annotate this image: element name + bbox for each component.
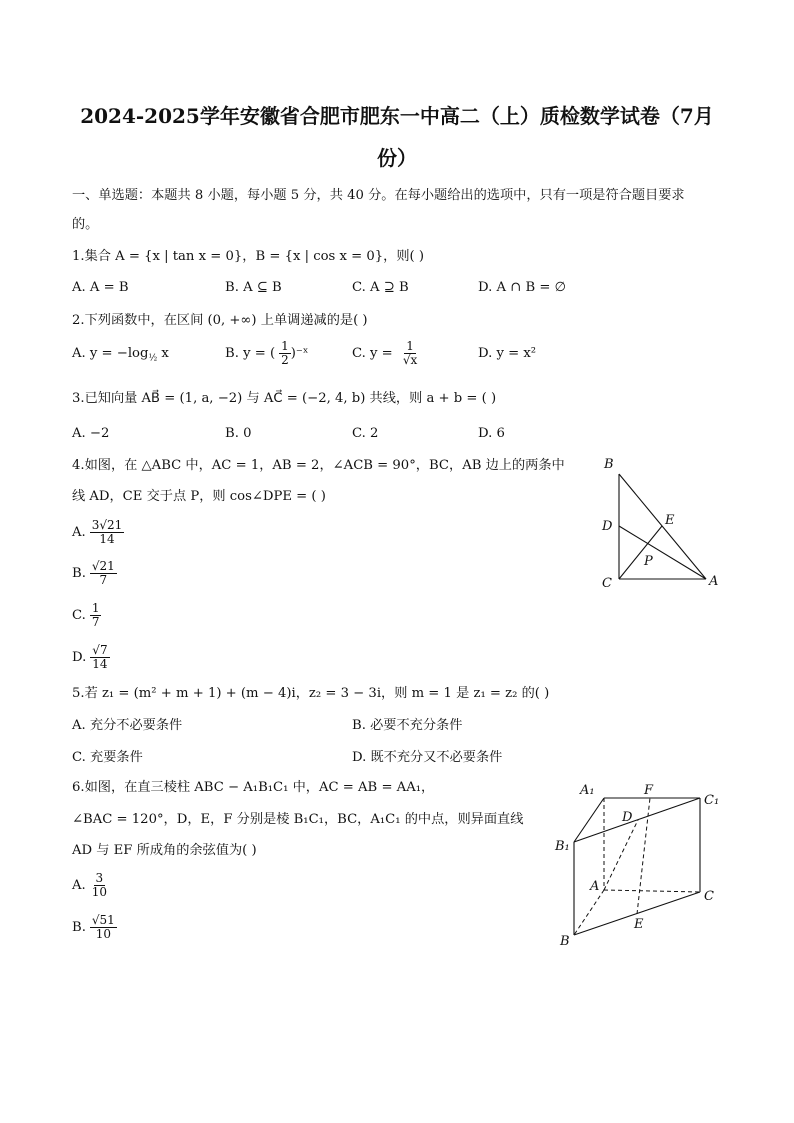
section-heading-line1: 一、单选题：本题共 8 小题，每小题 5 分，共 40 分。在每小题给出的选项中，只有一项是符合题目要求	[72, 188, 685, 203]
q3-option-c: C. 2	[352, 426, 379, 441]
q4-option-c-denominator: 7	[91, 615, 100, 629]
q2-option-a-text: A. y = −log	[72, 346, 149, 361]
q2-option-b	[225, 338, 308, 370]
q6-prism-figure	[550, 780, 726, 950]
q3-option-d: D. 6	[478, 426, 505, 441]
q3-stem: 3.已知向量 AB⃗ = (1, a, −2) 与 AC⃗ = (−2, 4, b) 共线，则 a + b = ( )	[72, 391, 497, 406]
q6-stem-line3: AD 与 EF 所成角的余弦值为( )	[72, 843, 257, 858]
q4-option-b	[72, 557, 117, 591]
q5-option-d: D. 既不充分又不必要条件	[352, 750, 503, 765]
q6-prism-svg	[550, 780, 726, 950]
q2-option-c-numerator: 1	[406, 339, 414, 353]
q6-segment-ef	[637, 798, 650, 914]
q6-label-f: F	[644, 783, 654, 798]
q2-option-b-numerator: 1	[281, 339, 289, 353]
q4-option-b-numerator: √21	[91, 559, 115, 573]
q6-label-c: C	[704, 889, 714, 904]
q5-option-a: A. 充分不必要条件	[72, 718, 183, 733]
q2-option-d: D. y = x²	[478, 346, 537, 361]
q4-option-c-label: C.	[72, 608, 86, 623]
q4-option-a-numerator: 3√21	[91, 518, 123, 532]
q6-edge-a1b1	[574, 798, 604, 842]
q2-option-b-denominator: 2	[281, 353, 289, 367]
q1-option-c: C. A ⊇ B	[352, 280, 409, 295]
q4-option-b-fraction	[90, 560, 117, 587]
q4-triangle-figure	[596, 456, 726, 592]
q4-label-d: D	[602, 519, 613, 534]
q4-option-a	[72, 516, 124, 550]
q1-option-b: B. A ⊆ B	[225, 280, 282, 295]
q4-median-ce	[619, 526, 662, 579]
q4-stem-line1: 4.如图，在 △ABC 中，AC = 1，AB = 2，∠ACB = 90°，BC，AB 边上的两条中	[72, 458, 565, 473]
q6-option-b-fraction	[90, 914, 117, 941]
q4-option-d-numerator: √7	[92, 643, 108, 657]
q4-triangle-svg	[596, 456, 726, 592]
q4-option-d	[72, 641, 110, 675]
q6-option-a-label: A.	[72, 878, 86, 893]
exam-title-line2: 份）	[377, 146, 417, 170]
q4-label-e: E	[665, 513, 675, 528]
q6-option-b-numerator: √51	[91, 913, 115, 927]
q6-option-a-fraction	[90, 872, 109, 899]
q4-median-ad	[619, 526, 706, 579]
q6-segment-ad	[604, 820, 638, 890]
q1-option-d: D. A ∩ B = ∅	[478, 280, 567, 295]
q6-option-b	[72, 911, 117, 945]
q4-label-p: P	[644, 554, 653, 569]
q2-option-c	[352, 338, 419, 370]
q6-option-a	[72, 869, 109, 903]
q4-option-d-fraction	[90, 644, 109, 671]
q4-option-d-label: D.	[72, 650, 87, 665]
q6-edge-ab	[574, 890, 604, 935]
q5-option-b: B. 必要不充分条件	[352, 718, 463, 733]
q5-option-c: C. 充要条件	[72, 750, 143, 765]
q4-option-b-label: B.	[72, 566, 86, 581]
q4-option-d-denominator: 14	[92, 657, 108, 671]
q5-stem: 5.若 z₁ = (m² + m + 1) + (m − 4)i，z₂ = 3 − 3i，则 m = 1 是 z₁ = z₂ 的( )	[72, 686, 550, 701]
q6-label-c1: C₁	[704, 793, 720, 808]
q6-stem-line2: ∠BAC = 120°，D，E，F 分别是棱 B₁C₁，BC，A₁C₁ 的中点，则异面直线	[72, 812, 524, 827]
q2-option-c-denominator: √x	[402, 353, 418, 367]
q4-label-c: C	[602, 576, 612, 591]
q4-option-a-denominator: 14	[99, 532, 115, 546]
q4-option-a-fraction	[90, 519, 125, 546]
q6-label-d: D	[622, 810, 633, 825]
exam-title-line1: 2024-2025学年安徽省合肥市肥东一中高二（上）质检数学试卷（7月	[80, 104, 714, 128]
q2-option-b-text: B. y = (	[225, 346, 276, 361]
q2-option-c-text: C. y =	[352, 346, 397, 361]
q3-option-b: B. 0	[225, 426, 252, 441]
q4-label-b: B	[604, 457, 614, 472]
q4-option-c	[72, 599, 101, 633]
q2-option-b-fraction	[279, 340, 291, 367]
q4-stem-line2: 线 AD，CE 交于点 P，则 cos∠DPE = ( )	[72, 489, 326, 504]
q6-option-a-denominator: 10	[91, 885, 107, 899]
q6-label-b: B	[560, 934, 570, 949]
q6-label-a: A	[590, 879, 600, 894]
q4-option-a-label: A.	[72, 525, 86, 540]
q4-label-a: A	[709, 574, 719, 589]
q2-option-b-tail: )⁻ˣ	[290, 346, 309, 361]
q2-option-c-fraction	[401, 340, 419, 367]
q1-option-a: A. A = B	[72, 280, 129, 295]
q6-option-b-label: B.	[72, 920, 86, 935]
q6-edge-b1c1	[574, 798, 700, 842]
q6-label-e: E	[634, 917, 644, 932]
q4-option-c-numerator: 1	[91, 601, 100, 615]
q6-option-a-numerator: 3	[95, 871, 104, 885]
q6-label-b1: B₁	[555, 839, 570, 854]
q4-option-c-fraction	[90, 602, 102, 629]
q2-stem: 2.下列函数中，在区间 (0, +∞) 上单调递减的是( )	[72, 313, 368, 328]
q4-option-b-denominator: 7	[99, 573, 108, 587]
q6-stem-line1: 6.如图，在直三棱柱 ABC − A₁B₁C₁ 中，AC = AB = AA₁，	[72, 780, 435, 795]
section-heading-line2: 的。	[72, 217, 99, 232]
q2-option-a-log-base: ½	[148, 353, 158, 364]
q1-stem: 1.集合 A = {x | tan x = 0}，B = {x | cos x = 0}，则( )	[72, 249, 425, 264]
q2-option-a-tail: x	[157, 346, 169, 361]
q2-option-a	[72, 344, 169, 369]
q6-option-b-denominator: 10	[95, 927, 111, 941]
q6-label-a1: A₁	[580, 783, 595, 798]
q3-option-a: A. −2	[72, 426, 110, 441]
q6-edge-ac	[604, 890, 700, 892]
